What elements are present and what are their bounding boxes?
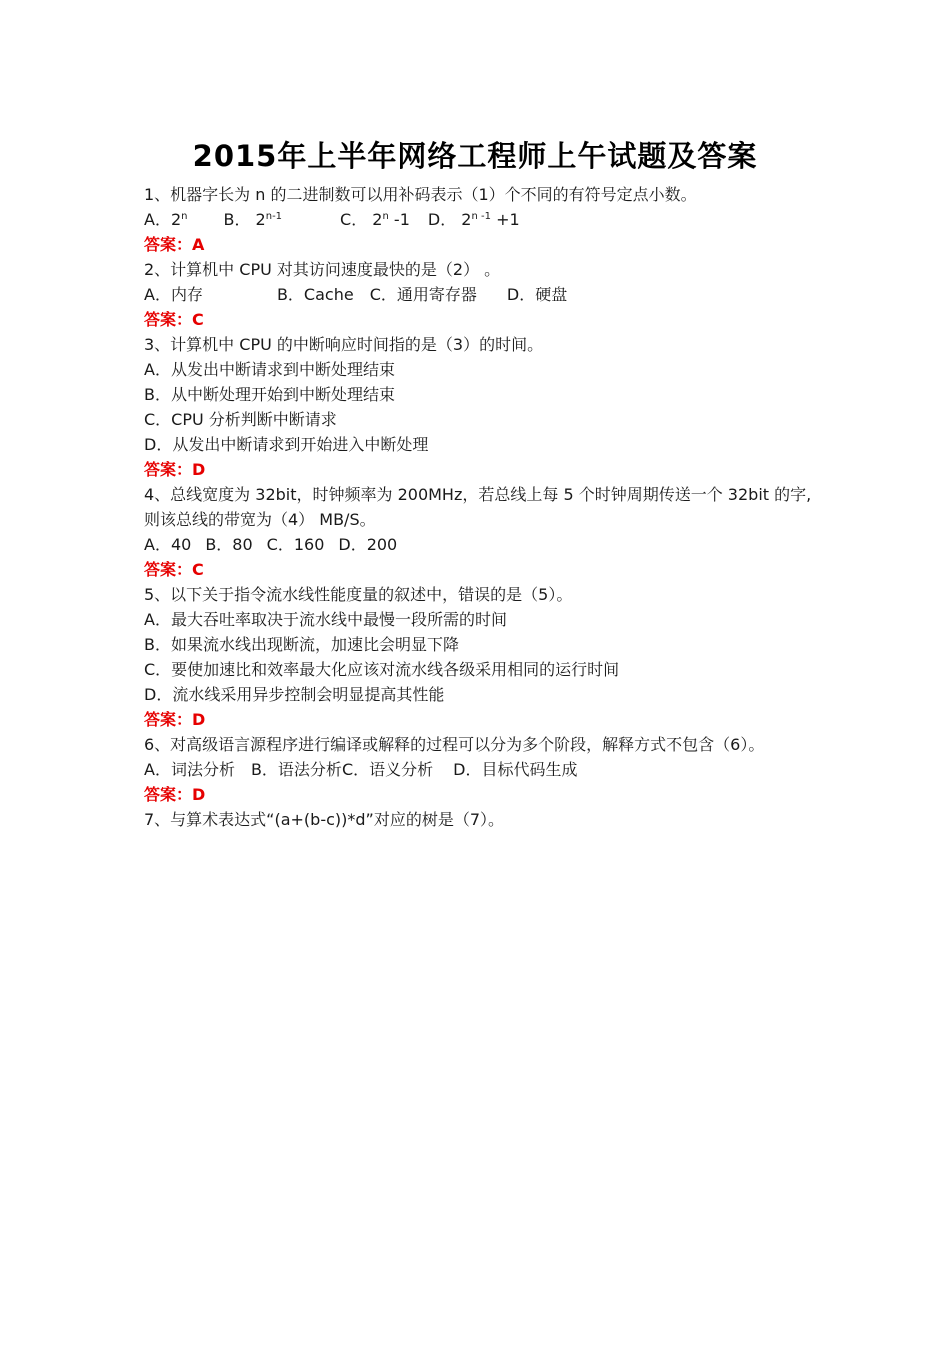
question-4-option-a: A．40 [144,535,192,554]
question-5-stem: 5、以下关于指令流水线性能度量的叙述中，错误的是（5）。 [144,585,573,604]
question-6-option-a: A．词法分析 [144,760,235,779]
question-1-option-d: D． $2^{n -1} +1$ [427,210,520,229]
question-3-option-a: A．从发出中断请求到中断处理结束 [144,360,395,379]
question-1-option-a: A．2$^n$ [144,210,188,229]
question-5-answer: 答案：D [144,710,206,729]
question-6-option-c: C．语义分析 [341,760,434,779]
question-2-stem: 2、计算机中 CPU 对其访问速度最快的是（2） 。 [144,260,501,279]
question-6-stem: 6、对高级语言源程序进行编译或解释的过程可以分为多个阶段，解释方式不包含（6）。 [144,735,765,754]
question-3-option-c: C．CPU 分析判断中断请求 [144,410,337,429]
question-4-option-b: B．80 [205,535,253,554]
question-2-option-b: B．Cache [276,285,354,304]
question-3-answer: 答案：D [144,460,206,479]
question-3-option-b: B．从中断处理开始到中断处理结束 [144,385,395,404]
question-5-option-c: C．要使加速比和效率最大化应该对流水线各级采用相同的运行时间 [144,660,620,679]
document-title: 2015年上半年网络工程师上午试题及答案 [192,139,758,173]
question-2-option-a: A．内存 [144,285,203,304]
question-list [144,182,814,832]
question-2-options [144,282,814,307]
question-2-answer: 答案：C [144,310,204,329]
question-4-stem: 4、总线宽度为 32bit，时钟频率为 200MHz，若总线上每 5 个时钟周期传送一个 32bit 的字,则该总线的带宽为（4） MB/S。 [144,485,812,529]
question-4-options [144,532,814,557]
question-6-options [144,757,814,782]
question-4-option-c: C．160 [266,535,325,554]
question-3-option-d: D．从发出中断请求到开始进入中断处理 [144,435,429,454]
question-1-stem: 1、机器字长为 n 的二进制数可以用补码表示（1）个不同的有符号定点小数。 [144,185,697,204]
question-5-option-d: D．流水线采用异步控制会明显提高其性能 [144,685,445,704]
question-3-stem: 3、计算机中 CPU 的中断响应时间指的是（3）的时间。 [144,335,544,354]
question-1-option-b: B． 2$^{n-1}$ [223,210,283,229]
question-5-option-a: A．最大吞吐率取决于流水线中最慢一段所需的时间 [144,610,507,629]
question-4-option-d: D．200 [338,535,398,554]
question-4-answer: 答案：C [144,560,204,579]
question-5-option-b: B．如果流水线出现断流，加速比会明显下降 [144,635,459,654]
question-2-option-d: D．硬盘 [506,285,568,304]
question-2-option-c: C．通用寄存器 [369,285,477,304]
question-7-stem: 7、与算术表达式“(a+(b-c))*d”对应的树是（7）。 [144,810,505,829]
question-6-option-d: D．目标代码生成 [453,760,578,779]
question-6-option-b: B．语法分析 [250,760,342,779]
question-1-option-c: C． 2$^n$ -1 [340,210,410,229]
question-6-answer: 答案：D [144,785,206,804]
question-1-options [144,207,814,232]
question-1-answer: 答案：A [144,235,205,254]
